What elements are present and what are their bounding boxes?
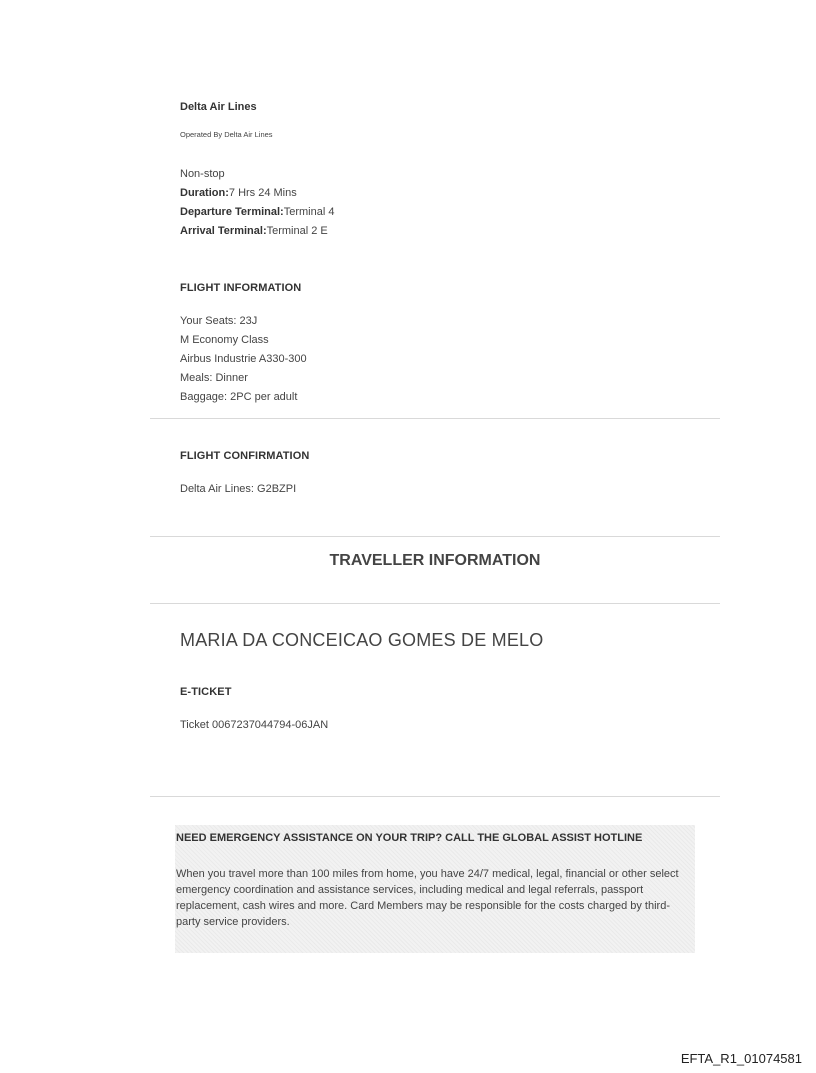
document-code: EFTA_R1_01074581 [680, 1051, 802, 1066]
divider [150, 796, 720, 797]
divider [150, 603, 720, 604]
stops-text: Non-stop [180, 168, 225, 180]
emergency-assistance-text: When you travel more than 100 miles from home, you have 24/7 medical, legal, financial or other select emergency coordination and assistance services, including medical and legal referrals, passport replacement, cash wires and more. Card Members may be responsible for the costs charged by third-party service providers. [176, 868, 679, 928]
eticket-heading: E-TICKET [180, 686, 232, 698]
baggage-text: Baggage: 2PC per adult [180, 391, 298, 403]
duration-label: Duration: [180, 187, 229, 199]
ticket-number-text: Ticket 0067237044794-06JAN [180, 719, 329, 731]
confirmation-code-text: Delta Air Lines: G2BZPI [180, 483, 297, 495]
operated-by-text: Operated By Delta Air Lines [180, 130, 273, 139]
duration-value: 7 Hrs 24 Mins [228, 187, 297, 199]
traveller-name: MARIA DA CONCEICAO GOMES DE MELO [180, 630, 544, 650]
flight-information-heading: FLIGHT INFORMATION [180, 282, 302, 294]
arrival-terminal-line [180, 224, 328, 238]
aircraft-text: Airbus Industrie A330-300 [180, 353, 307, 365]
duration-line [180, 186, 297, 200]
flight-confirmation-heading: FLIGHT CONFIRMATION [180, 450, 310, 462]
departure-terminal-label: Departure Terminal: [180, 206, 284, 218]
arrival-terminal-label: Arrival Terminal: [180, 225, 267, 237]
seats-text: Your Seats: 23J [180, 315, 258, 327]
divider [150, 418, 720, 419]
divider [150, 536, 720, 537]
emergency-assistance-heading: NEED EMERGENCY ASSISTANCE ON YOUR TRIP? CALL THE GLOBAL ASSIST HOTLINE [176, 832, 643, 844]
arrival-terminal-value: Terminal 2 E [266, 225, 328, 237]
traveller-information-heading: TRAVELLER INFORMATION [329, 552, 541, 569]
cabin-class-text: M Economy Class [180, 334, 269, 346]
departure-terminal-line [180, 205, 334, 219]
departure-terminal-value: Terminal 4 [283, 206, 335, 218]
meals-text: Meals: Dinner [180, 372, 248, 384]
airline-name: Delta Air Lines [180, 101, 257, 113]
